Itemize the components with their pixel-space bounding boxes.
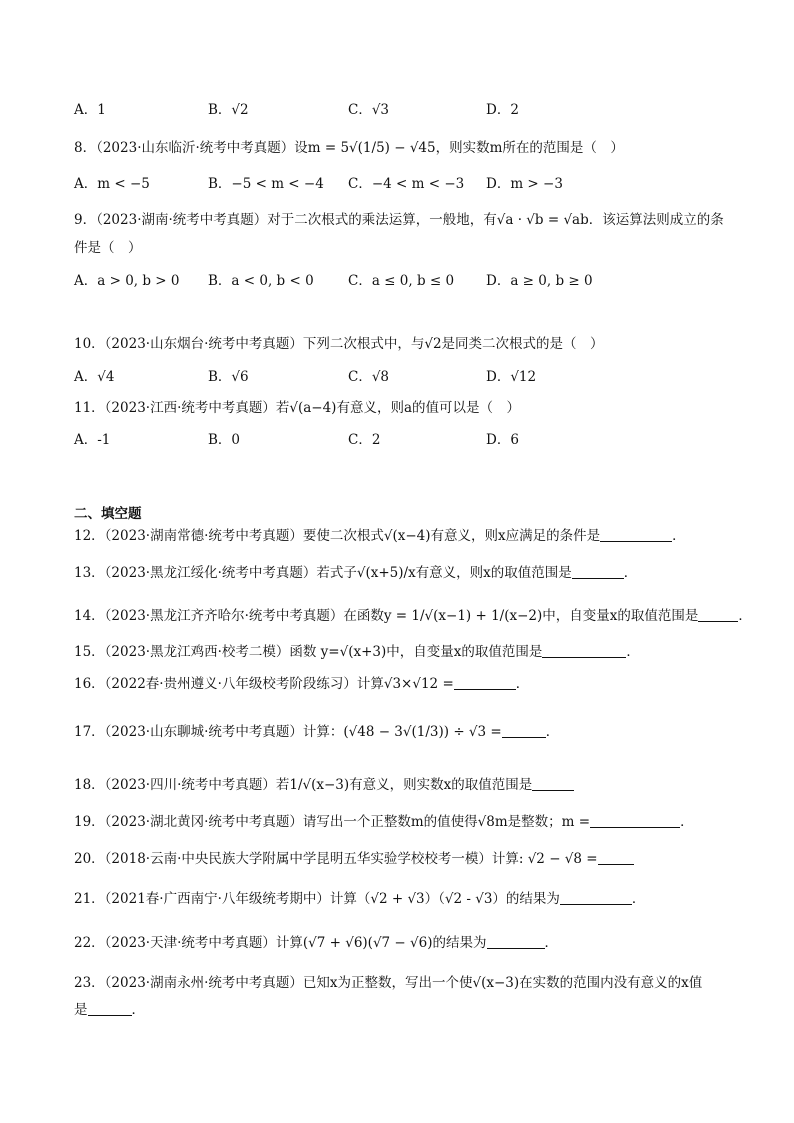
q8-question: 8．（2023·山东临沂·统考中考真题）设m = 5√(1/5) − √45，则实数m所在的范围是（ ） — [74, 140, 624, 156]
q16-answer-blank[interactable] — [454, 675, 516, 690]
q16-text: 16．（2022春·贵州遵义·八年级校考阶段练习）计算√3×√12 = — [74, 676, 454, 692]
q10-question: 10．（2023·山东烟台·统考中考真题）下列二次根式中，与√2是同类二次根式的是（ ） — [74, 336, 604, 352]
q17-text: 17．（2023·山东聊城·统考中考真题）计算：(√48 − 3√(1/3)) ÷ √3 = — [74, 724, 502, 740]
q18-answer-blank[interactable] — [532, 776, 574, 791]
q10-option-b: B．√6 — [208, 369, 249, 385]
q17-answer-blank[interactable] — [502, 723, 546, 738]
q15-answer-blank[interactable] — [542, 643, 626, 658]
q11-question: 11．（2023·江西·统考中考真题）若√(a−4)有意义，则a的值可以是（ ） — [74, 400, 521, 416]
q7-option-b: B．√2 — [208, 102, 249, 118]
q19-text: 19．（2023·湖北黄冈·统考中考真题）请写出一个正整数m的值使得√8m是整数；m = — [74, 814, 591, 830]
q18-question — [74, 775, 574, 795]
section-heading-fill-in: 二、填空题 — [74, 506, 142, 522]
q23-text-cont: 是 — [74, 1002, 88, 1018]
q9-option-d: D．a ≥ 0, b ≥ 0 — [486, 273, 593, 289]
q11-option-c: C．2 — [348, 432, 381, 448]
q9-question-cont: 件是（ ） — [74, 240, 142, 256]
q8-option-b: B．−5 < m < −4 — [208, 176, 324, 192]
q10-option-c: C．√8 — [348, 369, 390, 385]
q8-option-d: D．m > −3 — [486, 176, 563, 192]
q14-text: 14．（2023·黑龙江齐齐哈尔·统考中考真题）在函数y = 1/√(x−1) + 1/(x−2)中，自变量x的取值范围是 — [74, 608, 699, 624]
q19-question: 19．（2023·湖北黄冈·统考中考真题）请写出一个正整数m的值使得√8m是整数；m = ． — [74, 814, 694, 830]
q10-option-a: A．√4 — [74, 369, 115, 385]
q20-text: 20．（2018·云南·中央民族大学附属中学昆明五华实验学校校考一模）计算: √2 − √8 = — [74, 851, 598, 867]
q10-option-d: D．√12 — [486, 369, 537, 385]
q11-option-a: A．-1 — [74, 432, 111, 448]
q7-option-a: A．1 — [74, 102, 106, 118]
q21-answer-blank[interactable] — [560, 890, 632, 905]
q23-answer-blank[interactable] — [88, 1001, 132, 1016]
q19-answer-blank[interactable] — [590, 813, 680, 828]
q7-option-d: D．2 — [486, 102, 519, 118]
q22-answer-blank[interactable] — [487, 934, 545, 949]
q22-text: 22．（2023·天津·统考中考真题）计算(√7 + √6)(√7 − √6)的结果为 — [74, 935, 487, 951]
q11-option-d: D．6 — [486, 432, 519, 448]
q14-question: 14．（2023·黑龙江齐齐哈尔·统考中考真题）在函数y = 1/√(x−1) + 1/(x−2)中，自变量x的取值范围是 ． — [74, 608, 752, 624]
q13-question: 13．（2023·黑龙江绥化·统考中考真题）若式子√(x+5)/x有意义，则x的取值范围是 ． — [74, 565, 638, 581]
q12-question: 12．（2023·湖南常德·统考中考真题）要使二次根式√(x−4)有意义，则x应满足的条件是 ． — [74, 528, 686, 544]
q22-question: 22．（2023·天津·统考中考真题）计算(√7 + √6)(√7 − √6)的结果为 ． — [74, 935, 558, 951]
q20-answer-blank[interactable] — [598, 850, 634, 865]
q16-question: 16．（2022春·贵州遵义·八年级校考阶段练习）计算√3×√12 = ． — [74, 676, 530, 692]
q9-option-b: B．a < 0, b < 0 — [208, 273, 314, 289]
q17-question: 17．（2023·山东聊城·统考中考真题）计算：(√48 − 3√(1/3)) ÷ √3 = ． — [74, 724, 560, 740]
q21-question: 21．（2021春·广西南宁·八年级统考期中）计算（√2 + √3）（√2 - √3）的结果为 ． — [74, 891, 646, 907]
q15-question: 15．（2023·黑龙江鸡西·校考二模）函数 y=√(x+3)中，自变量x的取值范围是 ． — [74, 644, 640, 660]
q18-text: 18．（2023·四川·统考中考真题）若1/√(x−3)有意义，则实数x的取值范围是 — [74, 777, 533, 793]
q9-option-a: A．a > 0, b > 0 — [74, 273, 180, 289]
q15-text: 15．（2023·黑龙江鸡西·校考二模）函数 y=√(x+3)中，自变量x的取值范围是 — [74, 644, 543, 660]
q11-option-b: B．0 — [208, 432, 241, 448]
q13-answer-blank[interactable] — [572, 564, 624, 579]
q9-question: 9．（2023·湖南·统考中考真题）对于二次根式的乘法运算，一般地，有√a · √b = √ab．该运算法则成立的条 — [74, 212, 724, 228]
q9-option-c: C．a ≤ 0, b ≤ 0 — [348, 273, 455, 289]
q12-answer-blank[interactable] — [600, 527, 672, 542]
q20-question — [74, 849, 634, 869]
q8-option-c: C．−4 < m < −3 — [348, 176, 465, 192]
q23-question: 23．（2023·湖南永州·统考中考真题）已知x为正整数，写出一个使√(x−3)在实数的范围内没有意义的x值 — [74, 975, 703, 991]
q12-text: 12．（2023·湖南常德·统考中考真题）要使二次根式√(x−4)有意义，则x应满足的条件是 — [74, 528, 601, 544]
q7-option-c: C．√3 — [348, 102, 390, 118]
q8-option-a: A．m < −5 — [74, 176, 150, 192]
q13-text: 13．（2023·黑龙江绥化·统考中考真题）若式子√(x+5)/x有意义，则x的取值范围是 — [74, 565, 572, 581]
q23-question-cont: 是 ． — [74, 1002, 145, 1018]
q21-text: 21．（2021春·广西南宁·八年级统考期中）计算（√2 + √3）（√2 - √3）的结果为 — [74, 891, 560, 907]
q14-answer-blank[interactable] — [698, 607, 738, 622]
